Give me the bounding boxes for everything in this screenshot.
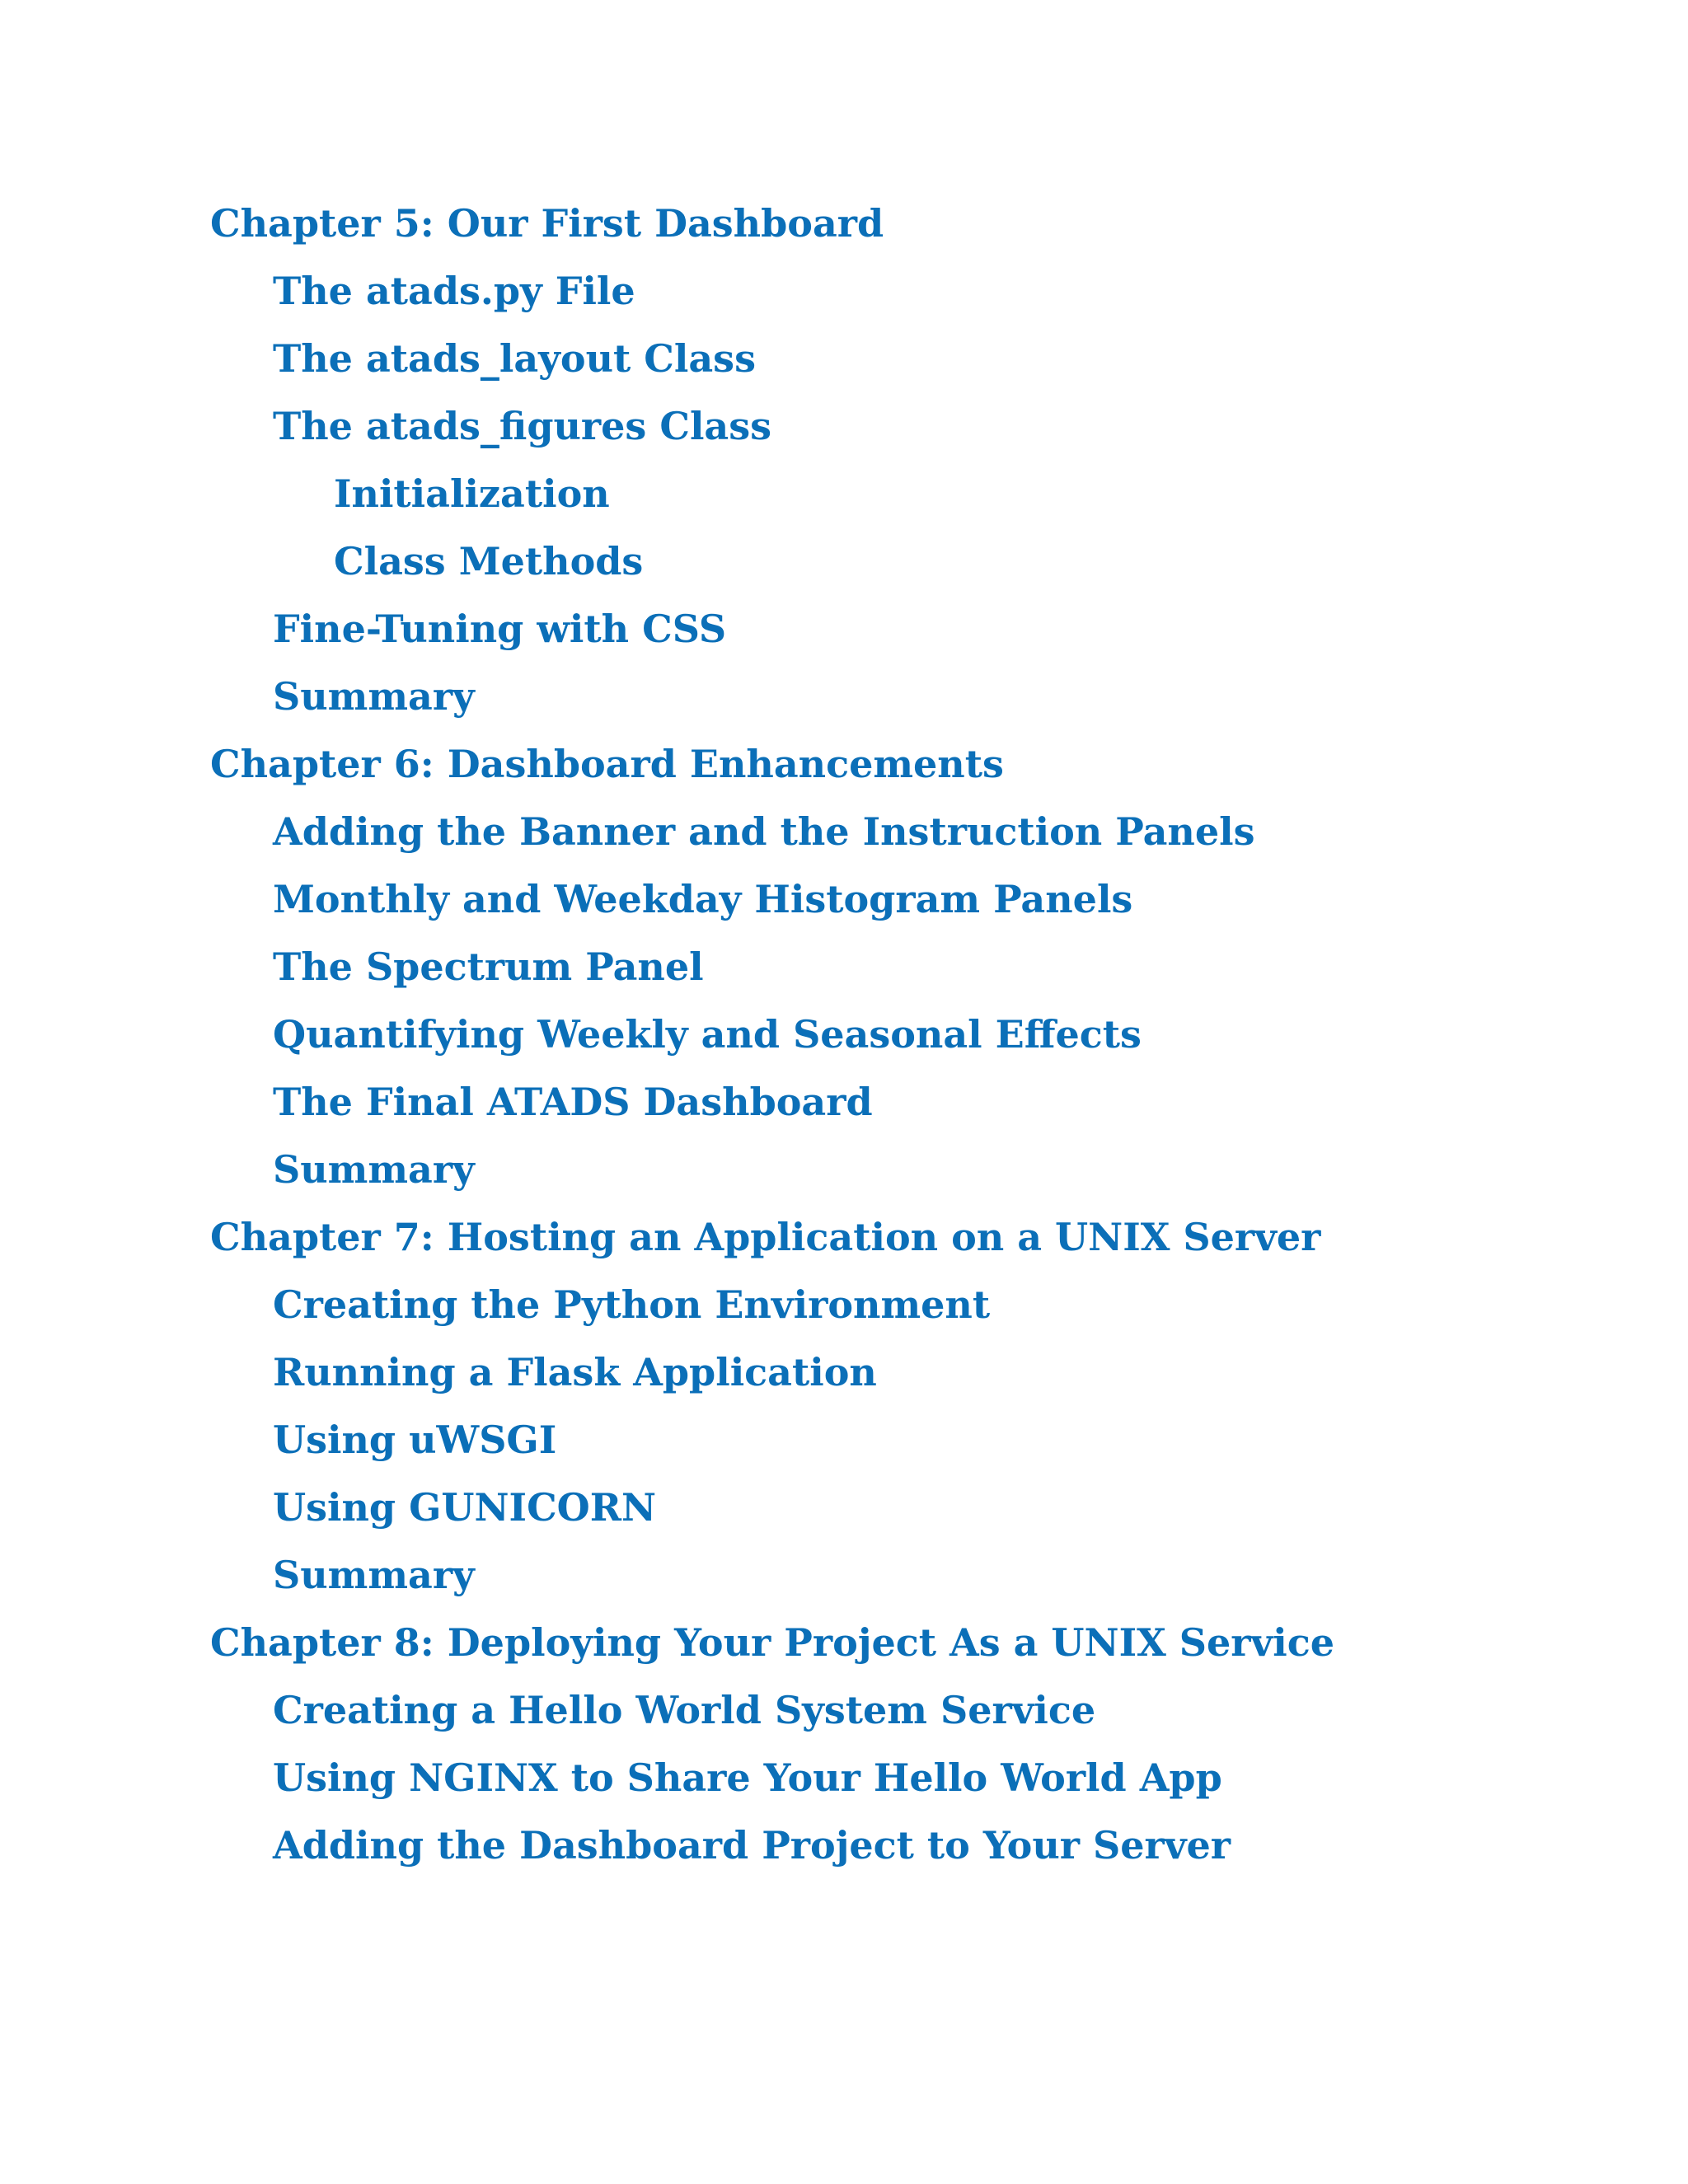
toc-section-summary-ch7[interactable]: Summary bbox=[273, 1553, 475, 1597]
toc-subsection-class-methods[interactable]: Class Methods bbox=[334, 539, 644, 583]
toc-section-weekly-seasonal-effects[interactable]: Quantifying Weekly and Seasonal Effects bbox=[273, 1012, 1142, 1057]
toc-section-python-environment[interactable]: Creating the Python Environment bbox=[273, 1282, 991, 1327]
toc-section-final-atads-dashboard[interactable]: The Final ATADS Dashboard bbox=[273, 1080, 873, 1124]
toc-section-nginx-hello-world[interactable]: Using NGINX to Share Your Hello World App bbox=[273, 1755, 1222, 1800]
toc-chapter-8[interactable]: Chapter 8: Deploying Your Project As a UNIX Service bbox=[210, 1620, 1335, 1665]
toc-section-histogram-panels[interactable]: Monthly and Weekday Histogram Panels bbox=[273, 877, 1133, 921]
toc-section-spectrum-panel[interactable]: The Spectrum Panel bbox=[273, 944, 704, 989]
toc-section-flask-application[interactable]: Running a Flask Application bbox=[273, 1350, 877, 1394]
toc-chapter-6[interactable]: Chapter 6: Dashboard Enhancements bbox=[210, 742, 1004, 786]
toc-subsection-initialization[interactable]: Initialization bbox=[334, 471, 610, 516]
toc-section-hello-world-service[interactable]: Creating a Hello World System Service bbox=[273, 1688, 1096, 1732]
toc-section-summary-ch6[interactable]: Summary bbox=[273, 1147, 475, 1192]
toc-section-dashboard-to-server[interactable]: Adding the Dashboard Project to Your Server bbox=[273, 1823, 1231, 1868]
toc-section-banner-instruction-panels[interactable]: Adding the Banner and the Instruction Panels bbox=[273, 809, 1255, 854]
toc-chapter-7[interactable]: Chapter 7: Hosting an Application on a UNIX Server bbox=[210, 1215, 1321, 1259]
toc-section-atads-layout-class[interactable]: The atads_layout Class bbox=[273, 336, 756, 381]
toc-section-atads-figures-class[interactable]: The atads_figures Class bbox=[273, 404, 772, 448]
toc-section-gunicorn[interactable]: Using GUNICORN bbox=[273, 1485, 657, 1530]
toc-section-fine-tuning-css[interactable]: Fine-Tuning with CSS bbox=[273, 607, 727, 651]
toc-section-summary-ch5[interactable]: Summary bbox=[273, 674, 475, 719]
toc-chapter-5[interactable]: Chapter 5: Our First Dashboard bbox=[210, 201, 884, 246]
table-of-contents bbox=[210, 190, 1611, 1879]
toc-section-uwsgi[interactable]: Using uWSGI bbox=[273, 1418, 557, 1462]
toc-section-atads-py-file[interactable]: The atads.py File bbox=[273, 269, 635, 313]
